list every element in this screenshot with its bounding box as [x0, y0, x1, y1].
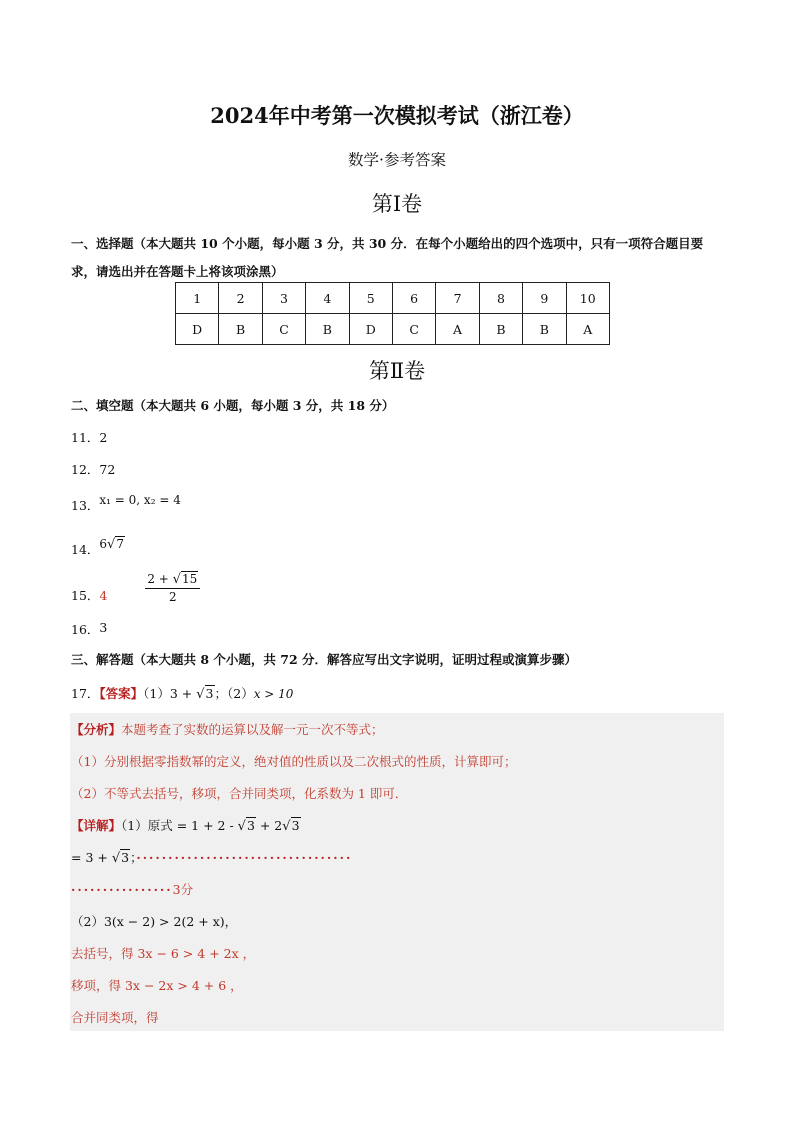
- fraction: [145, 572, 200, 604]
- radicand: 15: [181, 572, 198, 586]
- answer-q17: [71, 684, 293, 702]
- question-number: 12．: [71, 462, 100, 477]
- sqrt-sign: √: [172, 572, 181, 587]
- radicand: 7: [116, 537, 124, 551]
- score-line: [71, 880, 193, 898]
- fraction-denominator: 2: [168, 590, 177, 604]
- question-number: 7: [436, 283, 479, 314]
- section-choice-label: 一、选择题（本大题共 10 个小题，每小题 3 分，共 30 分．在每个小题给出的四个选项中，只有一项符合题目要求，请选出并在答题卡上将该项涂黑）: [71, 236, 704, 279]
- analysis-point-1: （1）分别根据零指数幂的定义，绝对值的性质以及二次根式的性质，计算即可；: [71, 754, 517, 769]
- detail-expression: （1）原式 = 1 + 2 -: [121, 818, 238, 833]
- answer-tag: 【答案】: [99, 686, 144, 701]
- question-number: 1: [176, 283, 219, 314]
- score-leader-dots: ··································: [136, 850, 353, 865]
- sqrt-sign: √: [237, 819, 246, 834]
- analysis-point-2: （2）不等式去括号，移项，合并同类项，化系数为 1 即可．: [71, 786, 408, 801]
- question-number: 9: [523, 283, 566, 314]
- answer-part-one: （1）3 +: [143, 686, 197, 701]
- detail-step-4: 移项，得 3x − 2x > 4 + 6 ，: [71, 978, 243, 993]
- radicand: 3: [121, 850, 130, 865]
- fraction-numerator: [145, 572, 200, 589]
- answer-separator: ；（2）: [214, 686, 254, 701]
- score-leader-dots: ················: [71, 882, 173, 897]
- numerator-term: 2 +: [147, 572, 173, 586]
- question-number: 14．: [71, 542, 100, 557]
- answer-letter: D: [176, 314, 219, 345]
- answer-letter: A: [436, 314, 479, 345]
- answer-q14: [71, 537, 125, 558]
- detail-tag: 【详解】: [71, 818, 122, 833]
- question-number: 16．: [71, 622, 100, 637]
- question-number: 3: [262, 283, 305, 314]
- answer-letter: B: [306, 314, 349, 345]
- detail-line: [71, 816, 301, 834]
- radicand: 3: [291, 818, 300, 833]
- section-fill-label: 二、填空题（本大题共 6 小题，每小题 3 分，共 18 分）: [71, 398, 395, 413]
- answer-letter: B: [479, 314, 522, 345]
- answer-letter: B: [219, 314, 262, 345]
- detail-step-2: （2）3(x − 2) > 2(2 + x)，: [71, 914, 238, 929]
- coefficient: 6: [99, 537, 108, 551]
- question-number: 6: [392, 283, 435, 314]
- page-subtitle: 数学·参考答案: [348, 151, 446, 169]
- volume-one-heading: 第Ⅰ卷: [371, 192, 423, 216]
- answer-letter: B: [523, 314, 566, 345]
- question-number: 15．: [71, 587, 100, 603]
- answer-letter: C: [262, 314, 305, 345]
- answer-part-two: x > 10: [253, 687, 294, 701]
- sqrt-sign: √: [111, 851, 121, 866]
- analysis-line: [71, 720, 384, 738]
- answer-q15: [71, 572, 200, 604]
- question-number: 4: [306, 283, 349, 314]
- answer-table-answer-row: [176, 314, 610, 345]
- question-number: 17．: [71, 686, 100, 701]
- answer-value: x₁ = 0, x₂ = 4: [99, 493, 181, 507]
- answer-value: 72: [99, 462, 116, 477]
- radicand: 3: [246, 818, 255, 833]
- detail-result-line: [71, 848, 352, 866]
- answer-table-number-row: [176, 283, 610, 314]
- detail-expression-mid: + 2: [255, 818, 283, 833]
- detail-step-3: 去括号，得 3x − 6 > 4 + 2x ，: [71, 946, 256, 961]
- answer-value: 3: [99, 620, 108, 635]
- result-end: ；: [130, 850, 137, 865]
- answer-q11: [71, 428, 107, 446]
- result-expression: = 3 +: [71, 850, 112, 865]
- sqrt-sign: √: [196, 687, 205, 702]
- score-value: 3分: [172, 882, 194, 897]
- volume-two-heading: 第Ⅱ卷: [368, 359, 426, 383]
- answer-value-first: 4: [99, 587, 108, 603]
- answer-value: 2: [99, 430, 108, 445]
- radicand: 3: [205, 686, 214, 701]
- answer-q12: [71, 460, 115, 478]
- detail-step-5: 合并同类项，得: [71, 1010, 159, 1025]
- answer-q13: [71, 493, 181, 514]
- answer-table: [175, 282, 610, 345]
- question-number: 2: [219, 283, 262, 314]
- answer-value: [99, 537, 125, 551]
- question-number: 13．: [71, 498, 100, 513]
- question-number: 8: [479, 283, 522, 314]
- analysis-tag: 【分析】: [71, 722, 122, 737]
- question-number: 11．: [71, 430, 100, 445]
- answer-letter: C: [392, 314, 435, 345]
- sqrt-sign: √: [282, 819, 291, 834]
- section-solve-label: 三、解答题（本大题共 8 个小题，共 72 分．解答应写出文字说明，证明过程或演算步骤）: [71, 652, 578, 667]
- analysis-text: 本题考查了实数的运算以及解一元一次不等式；: [121, 722, 384, 737]
- page-title: 2024年中考第一次模拟考试（浙江卷）: [210, 103, 584, 128]
- answer-letter: D: [349, 314, 392, 345]
- sqrt-sign: √: [107, 537, 116, 552]
- answer-letter: A: [566, 314, 609, 345]
- answer-q16: [71, 620, 107, 638]
- question-number: 5: [349, 283, 392, 314]
- question-number: 10: [566, 283, 609, 314]
